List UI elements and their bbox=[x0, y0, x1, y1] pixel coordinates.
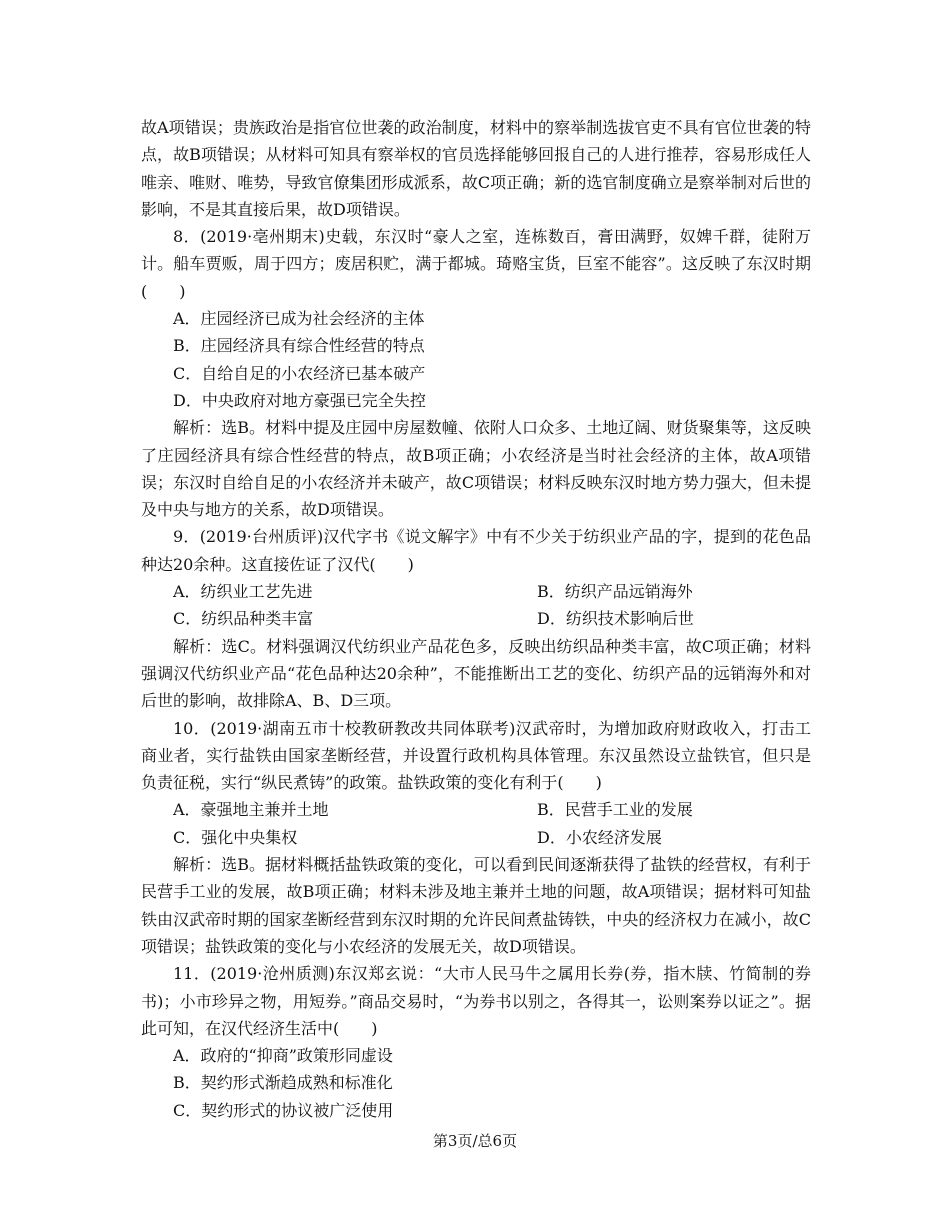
analysis-text: 解析：选C。材料强调汉代纺织业产品花色多，反映出纺织品种类丰富，故C项正确；材料强调汉代纺织业产品“花色品种达20余种”，不能推断出工艺的变化、纺织产品的远销海外和对后世的影响，故排除A、B、D三项。 bbox=[141, 636, 811, 711]
option-a: A．庄园经济已成为社会经济的主体 bbox=[173, 309, 425, 329]
option-c: C．契约形式的协议被广泛使用 bbox=[173, 1100, 394, 1120]
option-b: B．民营手工业的发展 bbox=[537, 800, 693, 820]
question-stem: 9．(2019·台州质评)汉代字书《说文解字》中有不少关于纺织业产品的字，提到的花色品种达20余种。这直接佐证了汉代( ) bbox=[141, 527, 811, 574]
option-d: D．中央政府对地方豪强已完全失控 bbox=[173, 390, 426, 410]
option-a: A．政府的“抑商”政策形同虚设 bbox=[173, 1046, 393, 1066]
option-a: A．豪强地主兼并土地 bbox=[173, 800, 329, 820]
question-stem: 10．(2019·湖南五市十校教研教改共同体联考)汉武帝时，为增加政府财政收入，打击工商业者，实行盐铁由国家垄断经营，并设置行政机构具体管理。东汉虽然设立盐铁官，但只是负责征税，实行“纵民煮铸”的政策。盐铁政策的变化有利于( ) bbox=[141, 718, 811, 793]
question-9 bbox=[141, 523, 811, 714]
option-d: D．小农经济发展 bbox=[537, 827, 662, 847]
option-b: B．庄园经济具有综合性经营的特点 bbox=[173, 336, 425, 356]
question-stem: 11．(2019·沧州质测)东汉郑玄说：“大市人民马牛之属用长券(券，指木牍、竹简制的券书)；小市珍异之物，用短券。”商品交易时，“为券书以别之，各得其一，讼则案券以证之”。据此可知，在汉代经济生活中( ) bbox=[141, 964, 811, 1038]
page-content bbox=[141, 114, 811, 1124]
question-stem: 8．(2019·亳州期末)史载，东汉时“豪人之室，连栋数百，膏田满野，奴婢千群，徒附万计。船车贾贩，周于四方；废居积贮，满于都城。琦赂宝货，巨室不能容”。这反映了东汉时期( ) bbox=[141, 227, 811, 301]
option-c: C．纺织品种类丰富 bbox=[173, 609, 314, 629]
option-b: B．契约形式渐趋成熟和标准化 bbox=[173, 1073, 393, 1093]
option-d: D．纺织技术影响后世 bbox=[537, 609, 694, 629]
analysis-text: 解析：选B。据材料概括盐铁政策的变化，可以看到民间逐渐获得了盐铁的经营权，有利于民营手工业的发展，故B项正确；材料未涉及地主兼并土地的问题，故A项错误；据材料可知盐铁由汉武帝时期的国家垄断经营到东汉时期的允许民间煮盐铸铁，中央的经济权力在减小，故C项错误；盐铁政策的变化与小农经济的发展无关，故D项错误。 bbox=[141, 855, 811, 956]
option-c: C．强化中央集权 bbox=[173, 827, 298, 847]
question-11 bbox=[141, 960, 811, 1124]
options-row bbox=[141, 796, 811, 823]
page-number: 第3页/总6页 bbox=[432, 1132, 518, 1150]
question-10 bbox=[141, 715, 811, 961]
option-c: C．自给自足的小农经济已基本破产 bbox=[173, 363, 426, 383]
option-a: A．纺织业工艺先进 bbox=[173, 582, 313, 602]
options-row bbox=[141, 824, 811, 851]
option-b: B．纺织产品远销海外 bbox=[537, 582, 693, 602]
options-row bbox=[141, 578, 811, 605]
continuation-text: 故A项错误；贵族政治是指官位世袭的政治制度，材料中的察举制选拔官吏不具有官位世袭的特点，故B项错误；从材料可知具有察举权的官员选择能够回报自己的人进行推荐，容易形成任人唯亲、唯财、唯势，导致官僚集团形成派系，故C项正确；新的选官制度确立是察举制对后世的影响，不是其直接后果，故D项错误。 bbox=[141, 118, 811, 219]
options-row bbox=[141, 605, 811, 632]
question-8 bbox=[141, 223, 811, 523]
analysis-text: 解析：选B。材料中提及庄园中房屋数幢、依附人口众多、土地辽阔、财货聚集等，这反映了庄园经济具有综合性经营的特点，故B项正确；小农经济是当时社会经济的主体，故A项错误；东汉时自给自足的小农经济并未破产，故C项错误；材料反映东汉时地方势力强大，但未提及中央与地方的关系，故D项错误。 bbox=[141, 418, 811, 520]
